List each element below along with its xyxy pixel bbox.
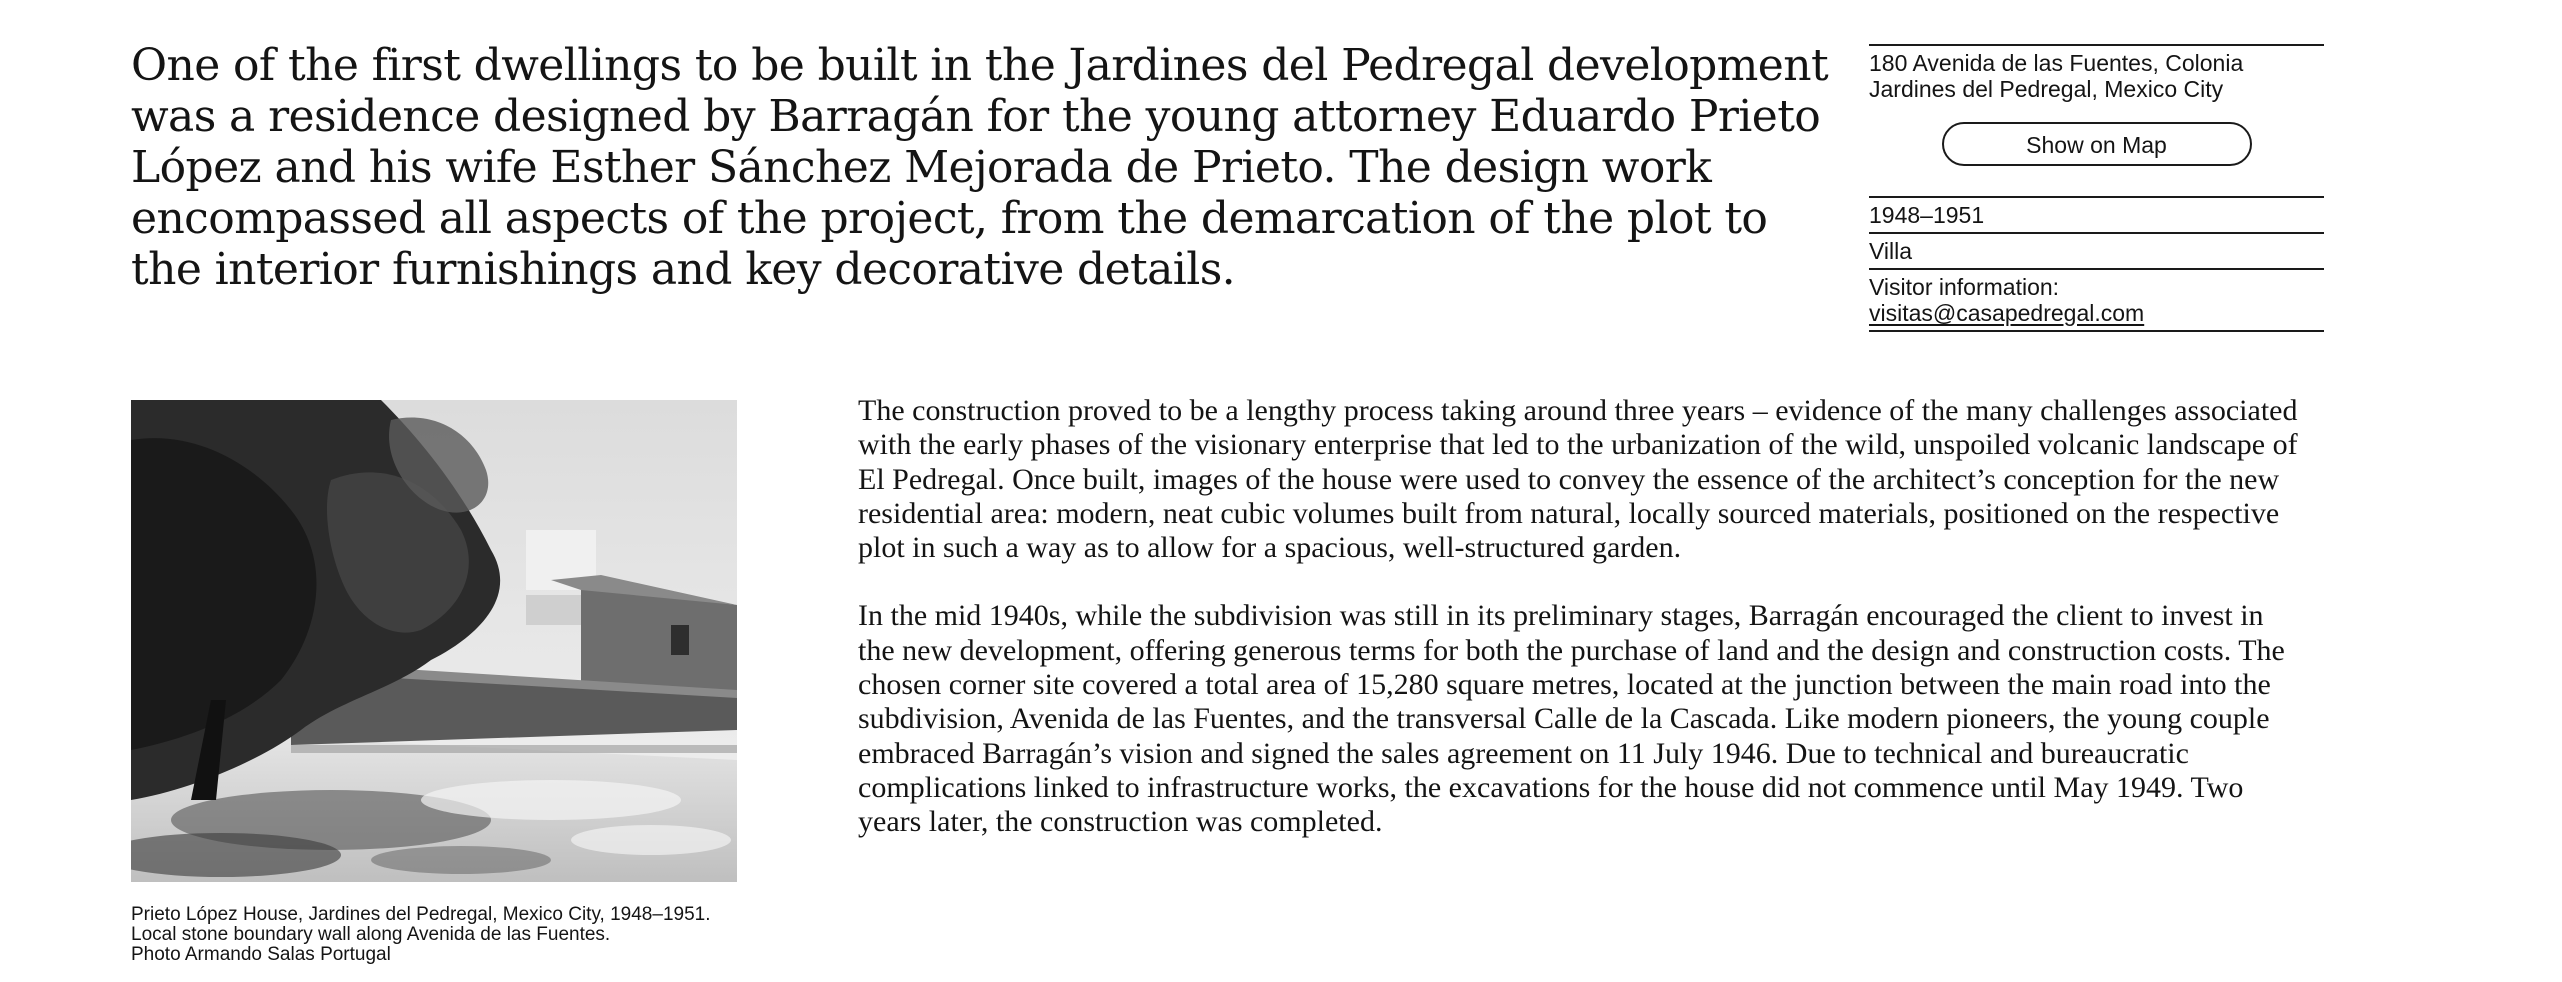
visitor-row [1869,268,2324,332]
visitor-email-link[interactable]: visitas@casapedregal.com [1869,300,2145,326]
body-text [858,394,2298,874]
show-on-map-button[interactable]: Show on Map [1942,122,2252,166]
map-button-wrap [1869,102,2324,192]
body-paragraph-1: The construction proved to be a lengthy process taking around three years – evidence of the many challenges associated with the early phases of the visionary enterprise that led to the urbanization of the wild, unspoiled volcanic landscape of El Pedregal. Once built, images of the house were used to convey the essence of the architect’s conception for the new residential area: modern, neat cubic volumes built from natural, locally sourced materials, positioned on the respective plot in such a way as to allow for a spacious, well-structured garden. [858,394,2298,565]
caption-line-1: Prieto López House, Jardines del Pedregal, Mexico City, 1948–1951. [131,904,711,925]
lead-paragraph: One of the first dwellings to be built in the Jardines del Pedregal development was a residence designed by Barragán for the young attorney Eduardo Prieto López and his wife Esther Sánchez Mejorada de Prieto. The design work encompassed all aspects of the project, from the demarcation of the plot to the interior furnishings and key decorative details. [131,40,1829,295]
house-photo-image [131,400,737,882]
type-row [1869,232,2324,268]
address-text: 180 Avenida de las Fuentes, Colonia Jardines del Pedregal, Mexico City [1869,50,2244,102]
visitor-label: Visitor information: [1869,274,2060,300]
body-paragraph-2: In the mid 1940s, while the subdivision was still in its preliminary stages, Barragán encouraged the client to invest in the new development, offering generous terms for both the purchase of land and the design and construction costs. The chosen corner site covered a total area of 15,280 square metres, located at the junction between the main road into the subdivision, Avenida de las Fuentes, and the transversal Calle de la Cascada. Like modern pioneers, the young couple embraced Barragán’s vision and signed the sales agreement on 11 July 1946. Due to technical and bureaucratic complications linked to infrastructure works, the excavations for the house did not commence until May 1949. Two years later, the construction was completed. [858,599,2285,839]
caption-line-2: Local stone boundary wall along Avenida de las Fuentes. [131,924,611,945]
caption-line-3: Photo Armando Salas Portugal [131,944,391,965]
years-text: 1948–1951 [1869,202,1985,228]
years-row [1869,196,2324,232]
house-photo [131,400,737,882]
info-panel [1869,44,2324,332]
type-text: Villa [1869,238,1913,264]
photo-caption [131,905,771,965]
address-row [1869,44,2324,196]
